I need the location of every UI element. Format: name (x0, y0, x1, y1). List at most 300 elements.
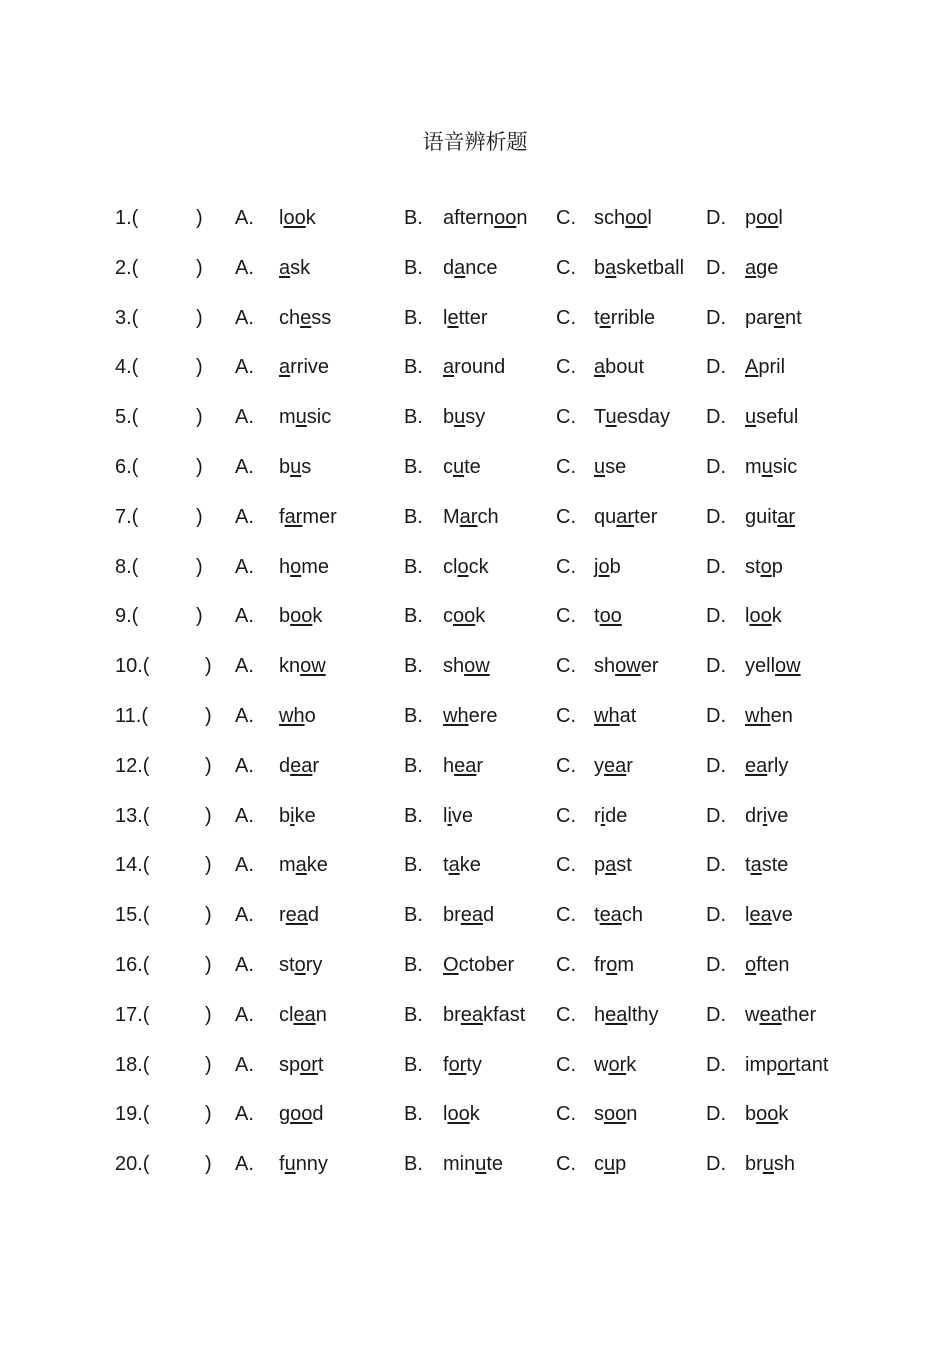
underlined-letters: oo (290, 1103, 313, 1126)
option-label-d: D. (706, 605, 726, 628)
option-word-c (594, 1099, 637, 1129)
option-label-a: A. (235, 306, 254, 329)
underlined-letters: ea (290, 754, 313, 777)
question-number: 17.( (115, 1003, 150, 1026)
word-suffix: ke (294, 804, 316, 827)
underlined-letters: ea (293, 1003, 316, 1026)
underlined-letters: u (745, 406, 757, 429)
answer-blank[interactable]: ) (196, 306, 203, 329)
option-label-c: C. (556, 256, 576, 279)
option-label-a: A. (235, 904, 254, 927)
option-label-c: C. (556, 406, 576, 429)
question-row (0, 303, 950, 333)
word-prefix: h (443, 754, 455, 777)
underlined-letters: ow (615, 655, 641, 678)
word-prefix: l (745, 904, 750, 927)
option-word-b (443, 502, 499, 532)
word-prefix: w (594, 1053, 609, 1076)
option-word-c (594, 253, 684, 283)
option-label-b: B. (404, 555, 423, 578)
word-suffix: n (516, 207, 528, 229)
word-prefix: par (745, 306, 774, 329)
option-word-a (279, 253, 310, 283)
word-suffix: ck (468, 555, 489, 578)
underlined-letters: e (773, 306, 786, 329)
answer-blank[interactable]: ) (205, 1103, 212, 1126)
word-prefix: d (443, 256, 455, 279)
option-label-a: A. (235, 854, 254, 877)
option-label-d: D. (706, 954, 726, 976)
option-label-d: D. (706, 655, 726, 678)
word-suffix: rrible (610, 306, 656, 329)
underlined-letters: or (448, 1053, 467, 1076)
underlined-letters: ea (285, 904, 308, 927)
word-prefix: b (279, 605, 291, 628)
answer-blank[interactable]: ) (205, 1053, 212, 1076)
word-prefix: b (279, 804, 291, 827)
option-word-d (745, 1149, 795, 1179)
underlined-letters: u (475, 1153, 487, 1176)
option-label-b: B. (404, 1153, 423, 1176)
word-suffix: ter (634, 505, 658, 528)
underlined-letters: o (290, 555, 302, 578)
word-prefix: t (443, 854, 449, 877)
underlined-letters: i (762, 804, 768, 827)
question-number: 13.( (115, 804, 150, 827)
option-word-a (279, 601, 322, 631)
option-word-c (594, 701, 636, 731)
option-label-d: D. (706, 1103, 726, 1126)
option-label-d: D. (706, 1153, 726, 1176)
option-label-b: B. (404, 655, 423, 678)
underlined-letters: u (295, 406, 307, 429)
word-prefix: M (443, 505, 460, 528)
word-prefix: m (745, 456, 762, 478)
word-suffix: seful (756, 406, 799, 429)
option-word-d (745, 651, 801, 681)
word-prefix: s (594, 1103, 604, 1126)
option-word-d (745, 303, 802, 333)
underlined-letters: a (279, 356, 291, 379)
underlined-letters: ea (745, 754, 768, 777)
underlined-letters: or (777, 1053, 796, 1076)
option-label-a: A. (235, 954, 254, 976)
word-prefix: br (443, 904, 461, 927)
word-suffix: p (771, 555, 783, 578)
option-word-b (443, 452, 481, 482)
word-prefix: r (279, 904, 286, 927)
word-suffix: k (771, 605, 782, 628)
underlined-letters: u (290, 456, 302, 478)
word-suffix: ke (459, 854, 481, 877)
word-suffix: p (615, 1153, 627, 1176)
option-label-a: A. (235, 804, 254, 827)
underlined-letters: ar (459, 505, 478, 528)
question-number: 6.( (115, 456, 139, 478)
word-suffix: ften (756, 954, 790, 976)
option-word-d (745, 801, 788, 831)
word-suffix: b (609, 555, 621, 578)
option-label-a: A. (235, 256, 254, 279)
option-label-c: C. (556, 854, 576, 877)
underlined-letters: ea (605, 1003, 628, 1026)
option-label-a: A. (235, 356, 254, 379)
answer-blank[interactable]: ) (205, 1003, 212, 1026)
answer-blank[interactable]: ) (196, 207, 203, 229)
word-suffix: n (315, 1003, 327, 1026)
word-suffix: ss (311, 306, 332, 329)
option-label-a: A. (235, 1103, 254, 1126)
option-label-c: C. (556, 555, 576, 578)
option-word-d (745, 701, 793, 731)
answer-blank[interactable]: ) (196, 555, 203, 578)
word-prefix: imp (745, 1053, 778, 1076)
option-word-d (745, 352, 785, 382)
word-suffix: r (312, 754, 320, 777)
word-prefix: st (745, 555, 761, 578)
question-number: 12.( (115, 754, 150, 777)
option-word-d (745, 1000, 816, 1030)
word-prefix: min (443, 1153, 476, 1176)
word-prefix: b (443, 406, 455, 429)
option-label-b: B. (404, 356, 423, 379)
option-word-b (443, 203, 528, 233)
question-number: 11.( (115, 705, 148, 727)
word-prefix: l (443, 804, 448, 827)
word-suffix: k (469, 1103, 480, 1126)
option-word-c (594, 751, 633, 781)
question-number: 19.( (115, 1103, 150, 1126)
word-prefix: y (594, 754, 604, 777)
option-word-c (594, 203, 652, 233)
option-label-a: A. (235, 207, 254, 229)
question-number: 1.( (115, 207, 139, 229)
word-prefix: f (279, 505, 285, 528)
word-prefix: t (745, 854, 751, 877)
underlined-letters: o (606, 954, 618, 976)
option-word-d (745, 253, 778, 283)
underlined-letters: u (604, 1153, 616, 1176)
option-word-c (594, 850, 632, 880)
word-suffix: r (476, 754, 484, 777)
option-word-a (279, 452, 311, 482)
option-word-b (443, 402, 485, 432)
answer-blank[interactable]: ) (196, 605, 203, 628)
option-word-c (594, 1050, 636, 1080)
option-label-d: D. (706, 754, 726, 777)
word-suffix: ty (466, 1053, 482, 1076)
option-word-c (594, 651, 659, 681)
answer-blank[interactable]: ) (205, 705, 212, 727)
question-row (0, 253, 950, 283)
word-suffix: ste (761, 854, 789, 877)
option-word-d (745, 900, 793, 930)
word-suffix: l (778, 207, 783, 229)
option-label-a: A. (235, 456, 254, 478)
underlined-letters: a (443, 356, 455, 379)
word-prefix: b (594, 256, 606, 279)
word-suffix: me (301, 555, 330, 578)
underlined-letters: e (599, 306, 611, 329)
underlined-letters: o (760, 555, 772, 578)
option-word-a (279, 1099, 324, 1129)
option-label-b: B. (404, 1103, 423, 1126)
option-label-d: D. (706, 306, 726, 329)
answer-blank[interactable]: ) (205, 904, 212, 927)
underlined-letters: ar (284, 505, 303, 528)
answer-blank[interactable]: ) (205, 804, 212, 827)
question-number: 10.( (115, 655, 150, 678)
word-suffix: ve (771, 904, 793, 927)
word-suffix: sic (772, 456, 798, 478)
option-label-d: D. (706, 1003, 726, 1026)
word-prefix: r (594, 804, 601, 827)
option-word-b (443, 850, 481, 880)
word-prefix: j (594, 555, 599, 578)
word-suffix: tter (458, 306, 488, 329)
word-suffix: n (626, 1103, 638, 1126)
option-label-c: C. (556, 207, 576, 229)
underlined-letters: ow (300, 655, 326, 678)
question-row (0, 900, 950, 930)
underlined-letters: ea (749, 904, 772, 927)
underlined-letters: or (608, 1053, 627, 1076)
word-suffix: nny (295, 1153, 328, 1176)
word-suffix: l (647, 207, 652, 229)
question-row (0, 1050, 950, 1080)
option-word-c (594, 1000, 659, 1030)
option-word-d (745, 850, 788, 880)
underlined-letters: u (762, 1153, 774, 1176)
option-word-a (279, 502, 337, 532)
option-label-c: C. (556, 705, 576, 727)
word-suffix: ve (767, 804, 789, 827)
answer-blank[interactable]: ) (196, 456, 203, 478)
answer-blank[interactable]: ) (196, 356, 203, 379)
word-prefix: br (745, 1153, 763, 1176)
option-word-c (594, 801, 627, 831)
word-suffix: r (626, 754, 633, 777)
underlined-letters: ea (460, 1003, 484, 1026)
word-prefix: c (443, 456, 453, 478)
option-label-d: D. (706, 555, 726, 578)
question-number: 8.( (115, 555, 139, 578)
word-suffix: tant (795, 1053, 829, 1076)
question-number: 14.( (115, 854, 150, 877)
answer-blank[interactable]: ) (205, 1153, 212, 1176)
underlined-letters: ow (464, 655, 490, 678)
word-prefix: sch (594, 207, 626, 229)
option-label-c: C. (556, 456, 576, 478)
word-suffix: ch (477, 505, 499, 528)
underlined-letters: wh (443, 705, 469, 727)
option-label-a: A. (235, 1053, 254, 1076)
word-prefix: sp (279, 1053, 301, 1076)
word-suffix: k (312, 605, 323, 628)
underlined-letters: oo (447, 1103, 470, 1126)
option-word-d (745, 601, 782, 631)
word-suffix: round (454, 356, 506, 379)
option-label-a: A. (235, 1003, 254, 1026)
underlined-letters: oo (283, 207, 306, 229)
option-word-b (443, 352, 505, 382)
underlined-letters: or (300, 1053, 318, 1076)
word-suffix: ge (756, 256, 779, 279)
option-label-d: D. (706, 207, 726, 229)
word-suffix: nt (785, 306, 802, 329)
answer-blank[interactable]: ) (205, 854, 212, 877)
word-suffix: en (770, 705, 793, 727)
option-word-a (279, 303, 331, 333)
underlined-letters: ow (775, 655, 801, 678)
word-prefix: b (279, 456, 291, 478)
option-word-c (594, 601, 622, 631)
question-number: 3.( (115, 306, 139, 329)
word-prefix: sh (594, 655, 616, 678)
word-suffix: mer (302, 505, 337, 528)
answer-blank[interactable]: ) (205, 954, 212, 976)
option-label-b: B. (404, 456, 423, 478)
word-prefix: f (443, 1053, 449, 1076)
underlined-letters: u (454, 406, 466, 429)
question-row (0, 751, 950, 781)
option-word-a (279, 402, 331, 432)
option-word-a (279, 900, 319, 930)
question-row (0, 502, 950, 532)
word-prefix: yell (745, 655, 776, 678)
word-suffix: k (475, 605, 486, 628)
underlined-letters: wh (279, 705, 305, 727)
option-label-c: C. (556, 505, 576, 528)
underlined-letters: oo (290, 605, 313, 628)
word-prefix: fr (594, 954, 607, 976)
question-row (0, 1000, 950, 1030)
word-prefix: t (594, 306, 600, 329)
option-word-c (594, 900, 643, 930)
option-label-d: D. (706, 854, 726, 877)
word-prefix: c (594, 1153, 604, 1176)
underlined-letters: ea (759, 1003, 782, 1026)
option-label-a: A. (235, 505, 254, 528)
option-word-b (443, 601, 485, 631)
underlined-letters: oo (604, 1103, 627, 1126)
question-row (0, 352, 950, 382)
option-label-b: B. (404, 1053, 423, 1076)
option-word-d (745, 203, 783, 233)
option-label-d: D. (706, 505, 726, 528)
option-word-b (443, 751, 483, 781)
question-number: 7.( (115, 505, 139, 528)
option-label-c: C. (556, 754, 576, 777)
underlined-letters: u (284, 1153, 296, 1176)
underlined-letters: oo (494, 207, 517, 229)
answer-blank[interactable]: ) (205, 754, 212, 777)
option-word-b (443, 701, 497, 731)
underlined-letters: O (443, 954, 459, 976)
option-label-b: B. (404, 1003, 423, 1026)
option-word-b (443, 1000, 525, 1030)
option-word-b (443, 900, 494, 930)
option-word-a (279, 651, 326, 681)
question-number: 9.( (115, 605, 139, 628)
underlined-letters: a (750, 854, 762, 877)
option-label-d: D. (706, 1053, 726, 1076)
option-label-a: A. (235, 605, 254, 628)
option-label-c: C. (556, 1103, 576, 1126)
word-suffix: ther (781, 1003, 817, 1026)
word-prefix: guit (745, 505, 778, 528)
word-prefix: aftern (443, 207, 495, 229)
word-prefix: f (279, 1153, 285, 1176)
word-suffix: pril (758, 356, 786, 379)
word-prefix: cl (443, 555, 458, 578)
option-label-d: D. (706, 904, 726, 927)
word-suffix: ry (305, 954, 323, 976)
question-row (0, 452, 950, 482)
option-label-a: A. (235, 754, 254, 777)
word-prefix: g (279, 1103, 291, 1126)
question-row (0, 801, 950, 831)
underlined-letters: i (447, 804, 452, 827)
underlined-letters: a (745, 256, 757, 279)
question-number: 4.( (115, 356, 139, 379)
option-word-b (443, 1050, 482, 1080)
option-word-d (745, 502, 795, 532)
underlined-letters: o (457, 555, 469, 578)
word-prefix: p (745, 207, 757, 229)
answer-blank[interactable]: ) (196, 406, 203, 429)
question-row (0, 1149, 950, 1179)
option-label-b: B. (404, 605, 423, 628)
word-suffix: d (483, 904, 495, 927)
answer-blank[interactable]: ) (196, 256, 203, 279)
option-word-b (443, 1099, 480, 1129)
underlined-letters: u (453, 456, 465, 478)
word-suffix: ere (468, 705, 498, 727)
word-prefix: p (594, 854, 606, 877)
option-label-b: B. (404, 804, 423, 827)
word-suffix: bout (605, 356, 645, 379)
word-prefix: t (594, 904, 600, 927)
option-word-d (745, 1050, 828, 1080)
question-row (0, 1099, 950, 1129)
option-label-c: C. (556, 954, 576, 976)
option-word-a (279, 950, 322, 980)
underlined-letters: ea (454, 754, 477, 777)
underlined-letters: u (605, 406, 617, 429)
underlined-letters: ar (777, 505, 796, 528)
word-suffix: o (304, 705, 316, 727)
word-suffix: sk (290, 256, 311, 279)
answer-blank[interactable]: ) (196, 505, 203, 528)
option-label-c: C. (556, 605, 576, 628)
option-word-a (279, 1000, 327, 1030)
option-word-d (745, 1099, 788, 1129)
word-prefix: l (279, 207, 284, 229)
option-label-d: D. (706, 356, 726, 379)
word-prefix: qu (594, 505, 617, 528)
option-word-c (594, 452, 626, 482)
underlined-letters: a (279, 256, 291, 279)
answer-blank[interactable]: ) (205, 655, 212, 678)
word-suffix: er (640, 655, 659, 678)
underlined-letters: oo (599, 605, 622, 628)
underlined-letters: A (745, 356, 759, 379)
option-label-c: C. (556, 1153, 576, 1176)
underlined-letters: ea (604, 754, 627, 777)
option-word-a (279, 751, 319, 781)
question-row (0, 601, 950, 631)
